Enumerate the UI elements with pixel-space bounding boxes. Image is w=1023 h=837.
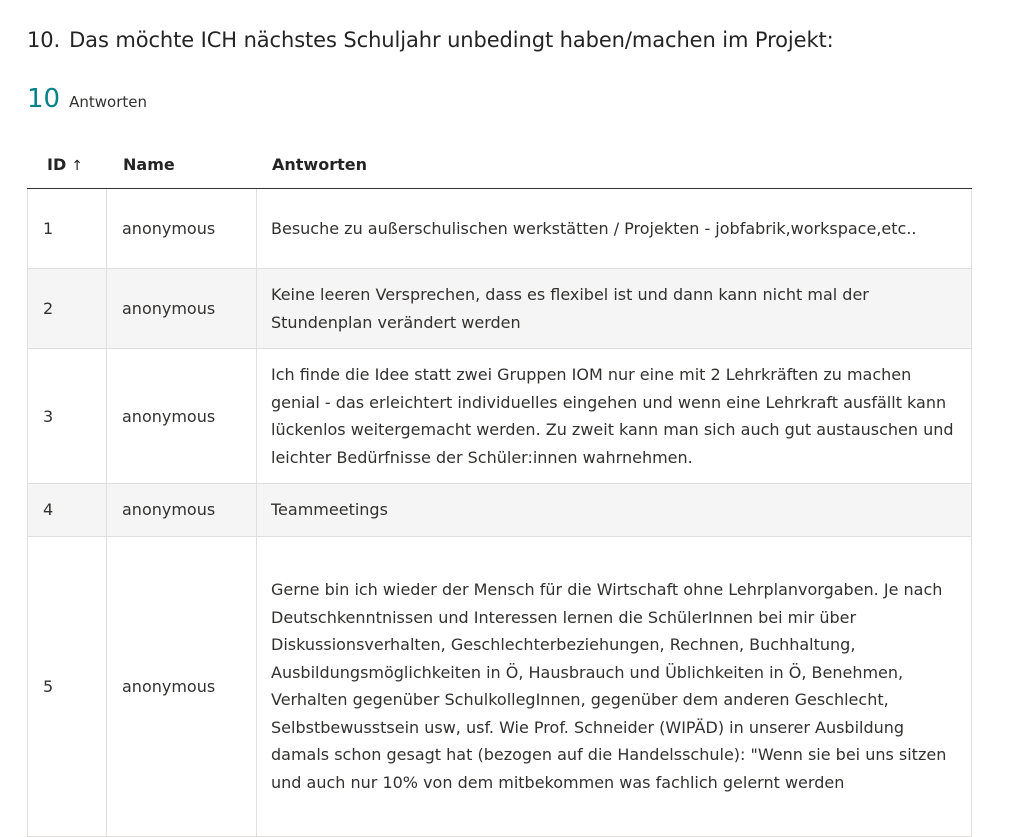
table-header-row <box>27 140 972 189</box>
row-answer: Ich finde die Idee statt zwei Gruppen IOM nur eine mit 2 Lehrkräften zu machen genial - das erleichtert individuelles eingehen und wenn eine Lehrkraft ausfällt kann lückenlos weitergemacht werden. Zu zweit kann man sich auch gut austauschen und leichter Bedürfnisse der Schüler:innen wahrnehmen. <box>257 349 972 483</box>
row-id: 5 <box>27 537 107 836</box>
row-answer: Teammeetings <box>257 484 972 536</box>
column-header-id-label: ID <box>47 154 67 174</box>
response-count <box>27 84 147 114</box>
row-name: anonymous <box>107 537 257 836</box>
table-row[interactable] <box>27 269 972 349</box>
sort-ascending-icon[interactable]: ↑ <box>71 157 83 174</box>
table-row[interactable] <box>27 537 972 837</box>
column-header-id[interactable] <box>27 155 107 174</box>
column-header-name[interactable]: Name <box>123 154 175 174</box>
row-name: anonymous <box>107 269 257 348</box>
row-answer: Besuche zu außerschulischen werkstätten / Projekten - jobfabrik,workspace,etc.. <box>257 189 972 268</box>
row-id: 3 <box>27 349 107 483</box>
row-answer: Keine leeren Versprechen, dass es flexibel ist und dann kann nicht mal der Stundenplan verändert werden <box>257 269 972 348</box>
question-text: Das möchte ICH nächstes Schuljahr unbedingt haben/machen im Projekt: <box>69 28 834 52</box>
responses-table-header <box>27 140 972 189</box>
row-name: anonymous <box>107 349 257 483</box>
table-row[interactable] <box>27 484 972 537</box>
table-row[interactable] <box>27 349 972 484</box>
row-name: anonymous <box>107 189 257 268</box>
response-count-value: 10 <box>27 84 61 114</box>
row-answer: Gerne bin ich wieder der Mensch für die Wirtschaft ohne Lehrplanvorgaben. Je nach Deutschkenntnissen und Interessen lernen die SchülerInnen bei mir über Diskussionsverhalten, Geschlechterbeziehungen, Rechnen, Buchhaltung, Ausbildungsmöglichkeiten in Ö, Hausbrauch und Üblichkeiten in Ö, Benehmen, Verhalten gegenüber SchulkollegInnen, gegenüber dem anderen Geschlecht, Selbstbewusstsein usw, usf. Wie Prof. Schneider (WIPÄD) in unserer Ausbildung damals schon gesagt hat (bezogen auf die Handelsschule): "Wenn sie bei uns sitzen und auch nur 10% von dem mitbekommen was fachlich gelernt werden <box>257 537 972 836</box>
responses-table-body[interactable] <box>27 189 972 792</box>
row-name: anonymous <box>107 484 257 536</box>
column-header-answer[interactable]: Antworten <box>272 154 367 174</box>
row-id: 4 <box>27 484 107 536</box>
question-number: 10. <box>27 28 61 52</box>
row-id: 1 <box>27 189 107 268</box>
response-count-label: Antworten <box>69 93 147 111</box>
table-row[interactable] <box>27 189 972 269</box>
row-id: 2 <box>27 269 107 348</box>
question-title <box>27 28 834 52</box>
